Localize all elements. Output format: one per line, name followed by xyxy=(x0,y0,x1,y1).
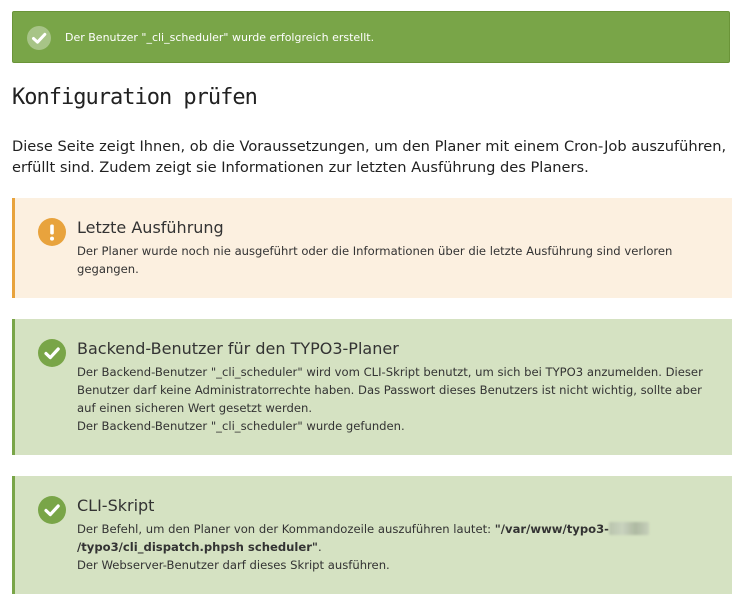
backend-user-callout xyxy=(12,319,732,455)
page-title: Konfiguration prüfen xyxy=(12,85,257,110)
check-circle-icon xyxy=(38,496,66,524)
last-run-title: Letzte Ausführung xyxy=(77,218,224,237)
success-flash-message xyxy=(12,11,730,63)
cli-command-suffix: . xyxy=(317,540,322,554)
cli-script-text xyxy=(77,520,722,574)
cli-path-end: /typo3/cli_dispatch.phpsh scheduler" xyxy=(77,540,318,554)
check-circle-icon xyxy=(38,339,66,367)
last-run-text xyxy=(77,242,722,278)
exclamation-circle-icon xyxy=(38,218,66,246)
last-run-callout xyxy=(12,198,732,298)
backend-user-description: Der Backend-Benutzer "_cli_scheduler" wird vom CLI-Skript benutzt, um sich bei TYPO3 anzumelden. Dieser Benutzer darf keine Administratorrechte haben. Das Passwort dieses Benutzers ist nicht wichtig, sollte aber auf einen sicheren Wert gesetzt werden. xyxy=(77,365,703,415)
cli-script-title: CLI-Skript xyxy=(77,496,155,515)
backend-user-title: Backend-Benutzer für den TYPO3-Planer xyxy=(77,339,399,358)
cli-command-prefix: Der Befehl, um den Planer von der Kommandozeile auszuführen lautet: xyxy=(77,522,495,536)
backend-user-status: Der Backend-Benutzer "_cli_scheduler" wurde gefunden. xyxy=(77,419,405,433)
check-circle-icon xyxy=(26,25,52,51)
cli-script-command xyxy=(77,520,722,556)
cli-script-permission: Der Webserver-Benutzer darf dieses Skript ausführen. xyxy=(77,558,390,572)
flash-message-text: Der Benutzer "_cli_scheduler" wurde erfolgreich erstellt. xyxy=(65,31,375,44)
backend-user-text xyxy=(77,363,722,435)
redacted-path-segment xyxy=(609,522,649,535)
cli-path-start: "/var/www/typo3- xyxy=(494,522,609,536)
last-run-description: Der Planer wurde noch nie ausgeführt oder die Informationen über die letzte Ausführung sind verloren gegangen. xyxy=(77,244,673,276)
cli-script-callout xyxy=(12,476,732,594)
page-intro: Diese Seite zeigt Ihnen, ob die Voraussetzungen, um den Planer mit einem Cron-Job auszuführen, erfüllt sind. Zudem zeigt sie Informationen zur letzten Ausführung des Planers. xyxy=(12,138,727,176)
